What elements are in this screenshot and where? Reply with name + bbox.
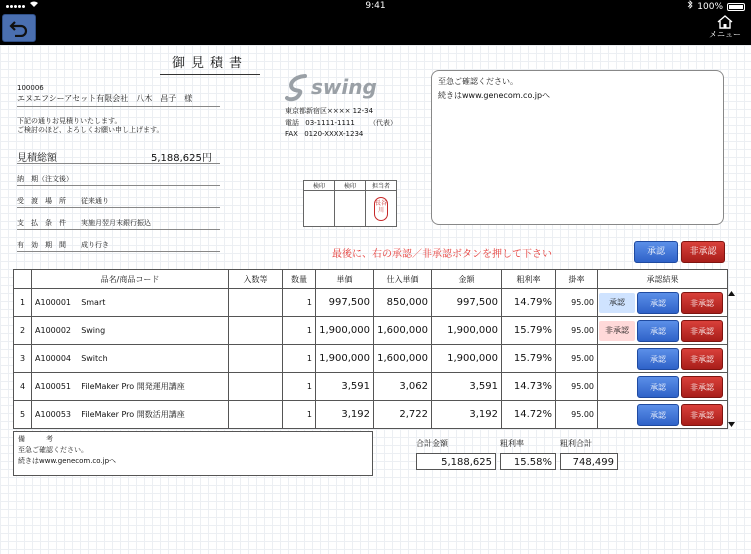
sum-label: 合計金額: [416, 439, 448, 448]
product-cell: [32, 289, 229, 317]
approval-cell: [598, 317, 728, 345]
row-reject-button[interactable]: 非承認: [681, 292, 723, 314]
product-code: A100001: [35, 298, 72, 307]
cost-cell: 1,600,000: [374, 345, 432, 373]
remarks-line-1: 至急ご確認ください。: [18, 446, 88, 454]
cost-cell: 850,000: [374, 289, 432, 317]
rate-cell: 95.00: [556, 289, 598, 317]
approval-cell: [598, 401, 728, 429]
hanko-stamp: 長谷川: [374, 197, 388, 221]
stamp-header: 検印: [304, 181, 335, 191]
approve-all-button[interactable]: 承認: [634, 241, 678, 263]
product-cell: [32, 317, 229, 345]
column-header: 掛率: [556, 270, 598, 289]
product-name: Smart: [81, 298, 106, 307]
margin-total-label: 粗利率: [500, 439, 524, 448]
menu-button[interactable]: [705, 14, 745, 42]
approval-result: [599, 405, 635, 425]
product-code: A100051: [35, 382, 72, 391]
menu-label: メニュー: [709, 30, 741, 39]
product-cell: [32, 373, 229, 401]
customer-name: エヌエフシーアセット有限会社 八木 昌子 様: [17, 93, 220, 107]
status-bar: [0, 0, 751, 12]
amount-cell: 3,192: [432, 401, 502, 429]
product-name: FileMaker Pro 開数活用講座: [81, 410, 185, 419]
row-reject-button[interactable]: 非承認: [681, 404, 723, 426]
reject-all-button[interactable]: 非承認: [681, 241, 725, 263]
back-button[interactable]: [2, 14, 36, 42]
stamp-cell: [304, 191, 335, 227]
profit-value: 748,499: [560, 453, 618, 470]
pack-cell: [229, 289, 283, 317]
term-label: 支 払 条 件: [17, 219, 66, 227]
customer-code: 100006: [17, 84, 44, 92]
items-table: [13, 269, 728, 429]
margin-cell: 15.79%: [502, 317, 556, 345]
company-fax-row: [285, 130, 363, 138]
product-name: Switch: [81, 354, 108, 363]
battery-icon: [727, 3, 745, 11]
greeting-line-1: 下記の通りお見積りいたします。: [17, 117, 122, 125]
sum-value: 5,188,625: [416, 453, 496, 470]
price-cell: 1,900,000: [316, 317, 374, 345]
logo-text: swing: [311, 75, 377, 99]
column-header: 品名/商品コード: [32, 270, 229, 289]
product-name: Swing: [81, 326, 106, 335]
column-header: [14, 270, 32, 289]
row-approve-button[interactable]: 承認: [637, 320, 679, 342]
memo-line-1: 至急ご確認ください。: [438, 77, 518, 86]
amount-cell: 1,900,000: [432, 317, 502, 345]
remarks-line-2: 続きはwww.genecom.co.jpへ: [18, 457, 117, 465]
rate-cell: 95.00: [556, 317, 598, 345]
product-cell: [32, 345, 229, 373]
term-label: 受 渡 場 所: [17, 197, 66, 205]
amount-cell: 3,591: [432, 373, 502, 401]
cost-cell: 2,722: [374, 401, 432, 429]
scroll-up-icon[interactable]: [727, 290, 736, 298]
pack-cell: [229, 317, 283, 345]
table-row: [14, 401, 728, 429]
product-code: A100002: [35, 326, 72, 335]
cost-cell: 3,062: [374, 373, 432, 401]
pack-cell: [229, 373, 283, 401]
scroll-down-icon[interactable]: [727, 420, 736, 428]
fax-value: 0120-XXXX-1234: [304, 130, 364, 138]
margin-total-value: 15.58%: [500, 453, 556, 470]
rate-cell: 95.00: [556, 373, 598, 401]
column-header: 仕入単価: [374, 270, 432, 289]
approval-cell: [598, 373, 728, 401]
approval-result: [599, 349, 635, 369]
stamp-header: 担当者: [366, 181, 397, 191]
table-row: [14, 289, 728, 317]
product-code: A100004: [35, 354, 72, 363]
top-nav-bar: [0, 12, 751, 45]
margin-cell: 14.73%: [502, 373, 556, 401]
company-logo: [285, 73, 385, 103]
remarks-box[interactable]: [13, 431, 373, 476]
company-phone-row: [285, 118, 397, 128]
column-header: 承認結果: [598, 270, 728, 289]
approval-result: [599, 377, 635, 397]
approval-result: 非承認: [599, 321, 635, 341]
stamp-header: 検印: [335, 181, 366, 191]
cost-cell: 1,600,000: [374, 317, 432, 345]
row-number: 2: [14, 317, 32, 345]
swing-logo-icon: [285, 73, 311, 103]
column-header: 入数等: [229, 270, 283, 289]
remarks-label: 備 考: [18, 435, 53, 443]
column-header: 金額: [432, 270, 502, 289]
battery-percent: 100%: [697, 1, 723, 12]
qty-cell: 1: [283, 289, 316, 317]
row-reject-button[interactable]: 非承認: [681, 348, 723, 370]
margin-cell: 14.72%: [502, 401, 556, 429]
table-row: [14, 345, 728, 373]
term-row: [17, 238, 220, 252]
term-value: 実施月翌月末銀行振込: [81, 219, 151, 227]
row-approve-button[interactable]: 承認: [637, 292, 679, 314]
row-approve-button[interactable]: 承認: [637, 404, 679, 426]
page-title: 御見積書: [160, 52, 260, 75]
price-cell: 3,192: [316, 401, 374, 429]
row-approve-button[interactable]: 承認: [637, 348, 679, 370]
approval-stamp-table: [303, 180, 397, 227]
greeting-line-2: ご検討のほど、よろしくお願い申し上げます。: [17, 126, 164, 134]
rate-cell: 95.00: [556, 345, 598, 373]
row-number: 5: [14, 401, 32, 429]
row-reject-button[interactable]: 非承認: [681, 320, 723, 342]
product-name: FileMaker Pro 開発運用講座: [81, 382, 185, 391]
price-cell: 1,900,000: [316, 345, 374, 373]
total-row: [17, 148, 220, 164]
approval-cell: [598, 289, 728, 317]
approval-result: 承認: [599, 293, 635, 313]
memo-line-2: 続きはwww.genecom.co.jpへ: [438, 91, 551, 100]
qty-cell: 1: [283, 373, 316, 401]
pack-cell: [229, 401, 283, 429]
term-label: 納 期（注文後）: [17, 175, 73, 183]
phone-label: 電話: [285, 119, 299, 127]
term-row: [17, 172, 220, 186]
amount-cell: 1,900,000: [432, 345, 502, 373]
term-row: [17, 194, 220, 208]
column-header: 数量: [283, 270, 316, 289]
product-code: A100053: [35, 410, 72, 419]
table-row: [14, 373, 728, 401]
margin-cell: 14.79%: [502, 289, 556, 317]
column-header: 単価: [316, 270, 374, 289]
price-cell: 3,591: [316, 373, 374, 401]
stamp-cell: [366, 191, 397, 227]
qty-cell: 1: [283, 317, 316, 345]
term-label: 有 効 期 間: [17, 241, 66, 249]
memo-box[interactable]: [431, 70, 724, 225]
amount-cell: 997,500: [432, 289, 502, 317]
row-reject-button[interactable]: 非承認: [681, 376, 723, 398]
approval-cell: [598, 345, 728, 373]
instruction-text: 最後に、右の承認／非承認ボタンを押して下さい: [332, 249, 552, 260]
margin-cell: 15.79%: [502, 345, 556, 373]
phone-value: 03-1111-1111: [305, 119, 355, 127]
rate-cell: 95.00: [556, 401, 598, 429]
company-address: 東京都新宿区×××× 12-34: [285, 107, 374, 115]
total-label: 見積総額: [17, 153, 57, 164]
row-number: 1: [14, 289, 32, 317]
table-row: [14, 317, 728, 345]
product-cell: [32, 401, 229, 429]
fax-label: FAX: [285, 130, 298, 138]
table-header-row: [14, 270, 728, 289]
term-value: 成り行き: [81, 241, 109, 249]
qty-cell: 1: [283, 401, 316, 429]
total-value: 5,188,625円: [151, 153, 212, 164]
term-value: 従来通り: [81, 197, 109, 205]
stamp-cell: [335, 191, 366, 227]
phone-note: （代表）: [369, 119, 398, 127]
row-number: 3: [14, 345, 32, 373]
profit-label: 粗利合計: [560, 439, 592, 448]
table-scrollbar[interactable]: [727, 290, 736, 428]
home-icon: [717, 15, 733, 29]
price-cell: 997,500: [316, 289, 374, 317]
row-number: 4: [14, 373, 32, 401]
qty-cell: 1: [283, 345, 316, 373]
back-arrow-icon: [9, 19, 29, 37]
column-header: 粗利率: [502, 270, 556, 289]
pack-cell: [229, 345, 283, 373]
status-time: 9:41: [365, 1, 386, 11]
term-row: [17, 216, 220, 230]
row-approve-button[interactable]: 承認: [637, 376, 679, 398]
